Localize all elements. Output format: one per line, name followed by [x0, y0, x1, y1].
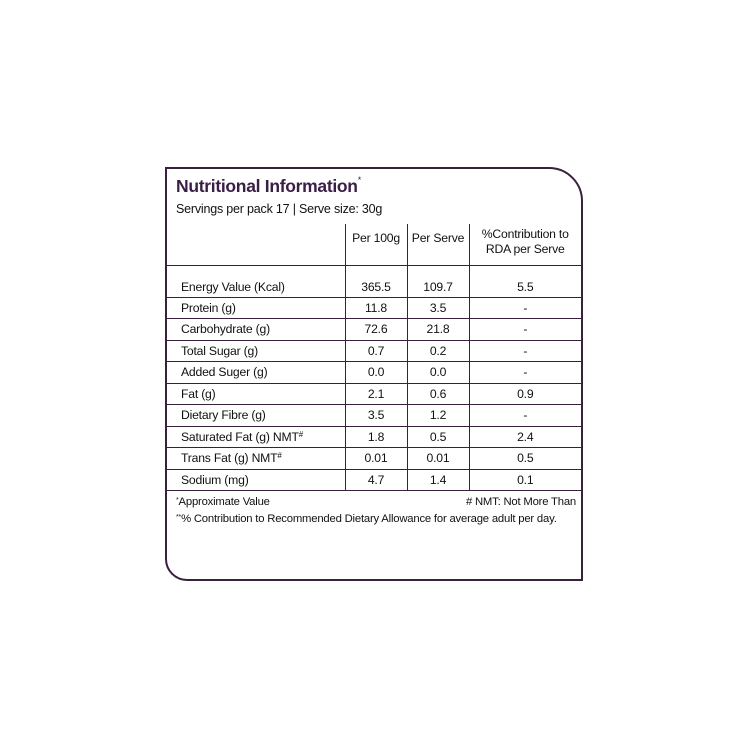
- value-per-serve: 0.2: [407, 340, 469, 362]
- nmt-note: # NMT: Not More Than: [465, 496, 576, 508]
- table-row: [167, 319, 581, 341]
- value-per-100g: 0.01: [345, 448, 407, 470]
- table-row: [167, 469, 581, 491]
- header-nutrient: [167, 224, 345, 265]
- value-per-serve: 1.2: [407, 405, 469, 427]
- serving-info: Servings per pack 17 | Serve size: 30g: [176, 202, 383, 216]
- value-per-100g: 11.8: [345, 297, 407, 319]
- table-header-row: [167, 224, 581, 265]
- nutrient-name: Energy Value (Kcal): [167, 265, 345, 297]
- value-rda: -: [469, 362, 581, 384]
- value-rda: -: [469, 319, 581, 341]
- value-rda: -: [469, 297, 581, 319]
- value-per-serve: 3.5: [407, 297, 469, 319]
- value-per-serve: 0.01: [407, 448, 469, 470]
- nutrient-name: Total Sugar (g): [167, 340, 345, 362]
- value-per-100g: 72.6: [345, 319, 407, 341]
- value-per-serve: 0.5: [407, 426, 469, 448]
- value-rda: 2.4: [469, 426, 581, 448]
- value-rda: 0.9: [469, 383, 581, 405]
- nutrient-name: Sodium (mg): [167, 469, 345, 491]
- value-per-100g: 0.7: [345, 340, 407, 362]
- nmt-mark: #: [277, 451, 282, 461]
- nutrient-name: Protein (g): [167, 297, 345, 319]
- nutrient-name: Saturated Fat (g) NMT#: [167, 426, 345, 448]
- header-per-100g: Per 100g: [345, 224, 407, 265]
- table-row: [167, 297, 581, 319]
- value-rda: 0.5: [469, 448, 581, 470]
- table-row: [167, 362, 581, 384]
- value-per-serve: 1.4: [407, 469, 469, 491]
- value-per-serve: 21.8: [407, 319, 469, 341]
- value-per-100g: 3.5: [345, 405, 407, 427]
- header-rda: %Contribution to RDA per Serve: [469, 224, 581, 265]
- table-row: [167, 265, 581, 297]
- nutrient-name: Carbohydrate (g): [167, 319, 345, 341]
- value-per-serve: 109.7: [407, 265, 469, 297]
- header-per-serve: Per Serve: [407, 224, 469, 265]
- value-per-serve: 0.6: [407, 383, 469, 405]
- title-asterisk: *: [357, 175, 361, 186]
- value-per-100g: 2.1: [345, 383, 407, 405]
- footnotes: [176, 495, 576, 528]
- table-row: [167, 426, 581, 448]
- nutrient-name: Added Suger (g): [167, 362, 345, 384]
- table-row: [167, 405, 581, 427]
- nutrition-panel: [165, 167, 583, 581]
- nutrient-name: Trans Fat (g) NMT#: [167, 448, 345, 470]
- nmt-mark: #: [298, 429, 303, 439]
- value-rda: -: [469, 405, 581, 427]
- nutrient-name: Fat (g): [167, 383, 345, 405]
- value-per-100g: 365.5: [345, 265, 407, 297]
- table-row: [167, 383, 581, 405]
- nutrient-name: Dietary Fibre (g): [167, 405, 345, 427]
- nutrition-table: [167, 224, 581, 491]
- value-rda: 5.5: [469, 265, 581, 297]
- panel-title: Nutritional Information*: [176, 175, 361, 196]
- table-row: [167, 340, 581, 362]
- value-per-100g: 1.8: [345, 426, 407, 448]
- rda-note: **% Contribution to Recommended Dietary Allowance for average adult per day.: [176, 512, 557, 525]
- value-per-serve: 0.0: [407, 362, 469, 384]
- value-per-100g: 4.7: [345, 469, 407, 491]
- value-rda: -: [469, 340, 581, 362]
- value-rda: 0.1: [469, 469, 581, 491]
- value-per-100g: 0.0: [345, 362, 407, 384]
- table-row: [167, 448, 581, 470]
- approx-note: *Approximate Value: [176, 496, 270, 508]
